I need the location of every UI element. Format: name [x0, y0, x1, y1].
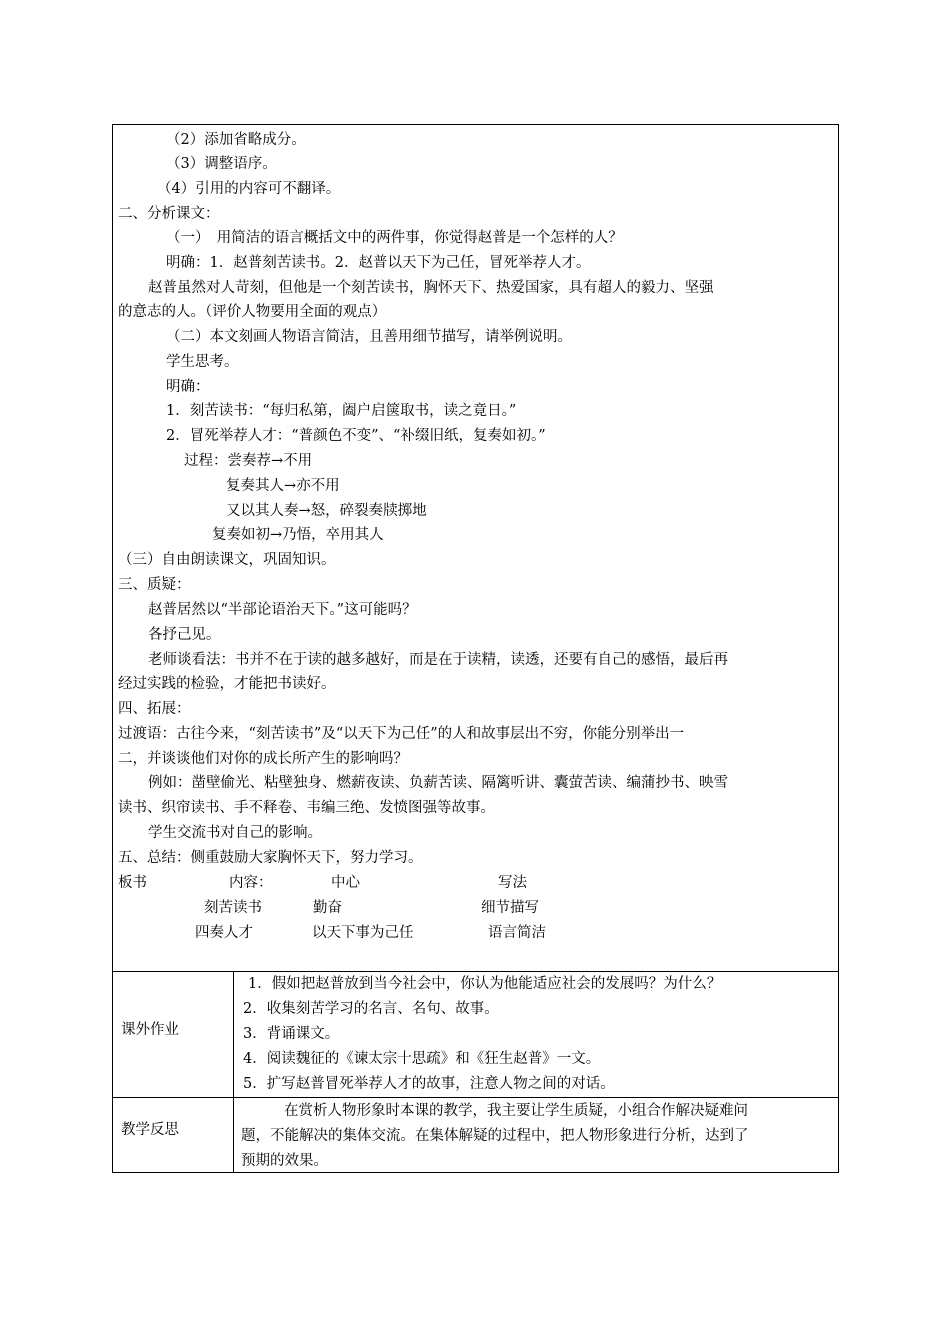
- section-heading: 五、总结：侧重鼓励大家胸怀天下，努力学习。: [118, 850, 423, 866]
- text-line: 二，并谈谈他们对你的成长所产生的影响吗？: [118, 751, 408, 767]
- text-line: （2）添加省略成分。: [166, 132, 306, 148]
- text-line: 的意志的人。（评价人物要用全面的观点）: [118, 304, 387, 320]
- text-line: 明确：1．赵普刻苦读书。2．赵普以天下为己任，冒死举荐人才。: [166, 255, 591, 271]
- board-label: 板书: [118, 875, 147, 891]
- text-line: 过渡语：古往今来，“刻苦读书”及“以天下为己任”的人和故事层出不穷，你能分别举出一: [118, 726, 685, 742]
- text-line: 经过实践的检验，才能把书读好。: [118, 676, 336, 692]
- homework-item: 1．假如把赵普放到当今社会中，你认为他能适应社会的发展吗？为什么？: [248, 976, 722, 992]
- board-center-label: 中心: [331, 875, 360, 891]
- text-line: （4）引用的内容可不翻译。: [157, 181, 341, 197]
- homework-item: 2．收集刻苦学习的名言、名句、故事。: [243, 1001, 499, 1017]
- homework-item: 5．扩写赵普冒死举荐人才的故事，注意人物之间的对话。: [243, 1076, 615, 1092]
- section-heading: 四、拓展：: [118, 701, 191, 717]
- board-content-label: 内容：: [229, 875, 273, 891]
- text-line: 老师谈看法：书并不在于读的越多越好，而是在于读精，读透，还要有自己的感悟，最后再: [148, 652, 728, 668]
- text-line: 读书、织帘读书、手不释卷、韦编三绝、发愤图强等故事。: [118, 800, 495, 816]
- row-divider-reflection: [112, 1097, 839, 1098]
- text-line: （一） 用简洁的语言概括文中的两件事，你觉得赵普是一个怎样的人？: [166, 230, 623, 246]
- text-line: 学生思考。: [166, 354, 239, 370]
- section-heading: 二、分析课文：: [118, 206, 220, 222]
- text-line: 学生交流书对自己的影响。: [148, 825, 322, 841]
- board-content: 四奏人才: [195, 925, 253, 941]
- board-center: 以天下事为己任: [312, 925, 414, 941]
- text-line: （二）本文刻画人物语言简洁，且善用细节描写，请举例说明。: [166, 329, 572, 345]
- reflection-line: 预期的效果。: [241, 1153, 328, 1169]
- board-content: 刻苦读书: [204, 900, 262, 916]
- process-line: 复奏如初→乃悟，卒用其人: [212, 527, 384, 543]
- reflection-label: 教学反思: [121, 1122, 179, 1138]
- process-line: 复奏其人→亦不用: [226, 478, 340, 494]
- text-line: 2．冒死举荐人才：“普颜色不变”、“补缀旧纸，复奏如初。”: [166, 428, 546, 444]
- text-line: 各抒己见。: [148, 627, 221, 643]
- text-line: （三）自由朗读课文，巩固知识。: [118, 552, 336, 568]
- reflection-line: 题，不能解决的集体交流。在集体解疑的过程中，把人物形象进行分析，达到了: [241, 1128, 749, 1144]
- board-method: 语言简洁: [488, 925, 546, 941]
- homework-item: 4．阅读魏征的《谏太宗十思疏》和《狂生赵普》一文。: [243, 1051, 601, 1067]
- homework-label: 课外作业: [121, 1022, 179, 1038]
- process-line: 又以其人奏→怒，碎裂奏牍掷地: [226, 503, 427, 519]
- reflection-line: 在赏析人物形象时本课的教学，我主要让学生质疑，小组合作解决疑难问: [284, 1103, 748, 1119]
- board-method: 细节描写: [481, 900, 539, 916]
- text-line: 1．刻苦读书：“每归私第，阖户启箧取书，读之竟日。”: [166, 403, 517, 419]
- text-line: 赵普居然以“半部论语治天下。”这可能吗？: [148, 602, 417, 618]
- text-line: 例如：凿壁偷光、粘壁独身、燃薪夜读、负薪苦读、隔篱听讲、囊萤苦读、编蒲抄书、映雪: [148, 775, 728, 791]
- section-heading: 三、质疑：: [118, 577, 191, 593]
- process-line: 过程：尝奏荐→不用: [184, 453, 313, 469]
- column-divider: [233, 971, 234, 1173]
- board-center: 勤奋: [313, 900, 342, 916]
- board-method-label: 写法: [498, 875, 527, 891]
- text-line: （3）调整语序。: [166, 156, 277, 172]
- text-line: 明确：: [166, 379, 210, 395]
- row-divider-homework: [112, 971, 839, 972]
- homework-item: 3．背诵课文。: [243, 1026, 340, 1042]
- text-line: 赵普虽然对人苛刻，但他是一个刻苦读书，胸怀天下、热爱国家，具有超人的毅力、坚强: [148, 280, 714, 296]
